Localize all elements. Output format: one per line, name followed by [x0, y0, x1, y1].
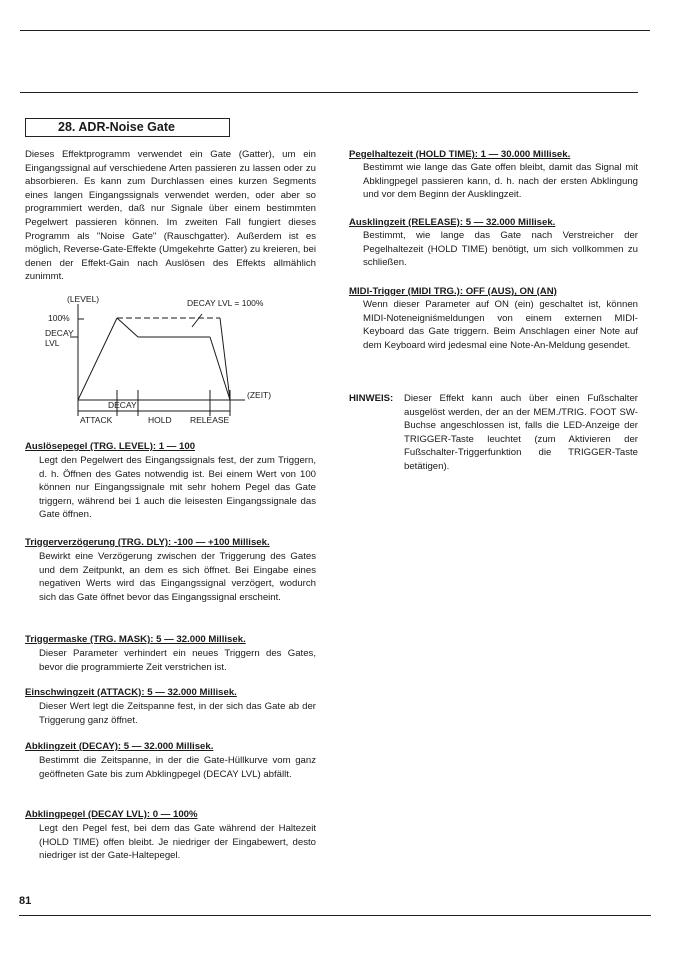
section-decay-body: Bestimmt die Zeitspanne, in der die Gate-Hüllkurve vom ganz geöffneten Gate bis zum Abklingpegel (DECAY LVL) abfällt.: [39, 755, 316, 780]
section-trg-mask-title: Triggermaske (TRG. MASK): 5 — 32.000 Millisek.: [25, 634, 246, 645]
section-trg-level-title: Auslösepegel (TRG. LEVEL): 1 — 100: [25, 441, 196, 452]
hinweis-text: Dieser Effekt kann auch über einen Fußschalter ausgelöst werden, der an der MEM./TRIG. FOOT SW-Buchse angeschlossen ist, falls die LED-Anzeige der TRIGGER-Taste leuchtet (zum Aktivieren der Fußschalter-Triggerfunktion die TRIGGER-Taste betätigen).: [404, 393, 638, 472]
diagram-decay-lvl-top: DECAY LVL = 100%: [187, 298, 264, 308]
section-trg-level-body: Legt den Pegelwert des Eingangssignals fest, der zum Triggern, d. h. Öffnen des Gates notwendig ist. Bei einem Wert von 100 können nur Eingangssignale mit sehr hohem Pegel das Gate triggern, während bei 1 auch die leisesten Eingangssignale das Gate öffnen.: [39, 455, 316, 521]
section-hold-time-title: Pegelhaltezeit (HOLD TIME): 1 — 30.000 Millisek.: [349, 149, 571, 160]
section-midi-trg-body: Wenn dieser Parameter auf ON (ein) geschaltet ist, können MIDI-Noteneigniśmeldungen von einem externen MIDI-Keyboard das Gate triggern. Beim Anschlagen einer Note auf dem Keyboard wird jedesmal eine Note-An-Meldung gesendet.: [363, 299, 638, 351]
envelope-diagram: [40, 290, 300, 430]
diagram-release-label: RELEASE: [190, 415, 230, 425]
section-trg-dly-body: Bewirkt eine Verzögerung zwischen der Triggerung des Gates und dem Zeitpunkt, an dem es sich öffnet. Bei Eingabe eines negativen Werts wird das Eingangssignal verzögert, wodurch sich das Gate öffnet bevor das Eingangssignal erscheint.: [39, 551, 316, 603]
diagram-zeit-label: (ZEIT): [247, 390, 272, 400]
diagram-lvl-label: LVL: [45, 338, 60, 348]
intro-paragraph: Dieses Effektprogramm verwendet ein Gate (Gatter), um ein Eingangssignal auf verschiedene Arten passieren zu lassen oder zu absorbieren. Es kann zum Durchlassen eines kurzen Segments eines langen Eingangssignals verwendet werden, oder aber so programmiert werden, daß nur Signale über einem bestimmten Pegelwert passieren können. Im zweiten Fall fungiert dieses Programm als "Noise Gate" (Rauschgatter). Außerdem ist es möglich, Reverse-Gate-Effekte (Umgekehrte Gatter) zu kreieren, bei denen der Effekt-Gain nach Auslösen des Effekts allmählich zunimmt.: [25, 149, 316, 283]
hinweis-label: HINWEIS:: [349, 393, 394, 404]
diagram-hold-label: HOLD: [148, 415, 172, 425]
diagram-level-label: (LEVEL): [67, 294, 100, 304]
section-trg-mask-body: Dieser Parameter verhindert ein neues Triggern des Gates, bevor die programmierte Zeit verstrichen ist.: [39, 648, 316, 673]
section-attack-body: Dieser Wert legt die Zeitspanne fest, in der sich das Gate ab der Triggerung ganz öffnet.: [39, 701, 316, 726]
header-rule: [20, 92, 638, 93]
section-decay-title: Abklingzeit (DECAY): 5 — 32.000 Millisek.: [25, 741, 214, 752]
diagram-lines: [70, 304, 245, 416]
section-title: 28. ADR-Noise Gate: [25, 118, 230, 137]
section-midi-trg-title: MIDI-Trigger (MIDI TRG.): OFF (AUS), ON (AN): [349, 286, 557, 297]
diagram-100-label: 100%: [48, 313, 70, 323]
footer-rule: [19, 915, 651, 916]
diagram-decay-label: DECAY: [45, 328, 74, 338]
section-attack-title: Einschwingzeit (ATTACK): 5 — 32.000 Millisek.: [25, 687, 237, 698]
section-release-title: Ausklingzeit (RELEASE): 5 — 32.000 Millisek.: [349, 217, 556, 228]
section-trg-dly-title: Triggerverzögerung (TRG. DLY): -100 — +100 Millisek.: [25, 537, 270, 548]
section-decay-lvl-body: Legt den Pegel fest, bei dem das Gate während der Haltezeit (HOLD TIME) offen bleibt. Je niedriger der Eingabewert, desto niedriger ist der Gate-Haltepegel.: [39, 823, 316, 862]
page-number: 81: [19, 895, 32, 907]
diagram-decay-bottom: DECAY: [108, 400, 137, 410]
section-hold-time-body: Bestimmt wie lange das Gate offen bleibt, damit das Signal mit Abklingpegel passieren kann, d. h. nach der ersten Abklingung und vor dem Beginn der Ausklingzeit.: [363, 162, 638, 201]
top-rule: [20, 30, 650, 31]
section-decay-lvl-title: Abklingpegel (DECAY LVL): 0 — 100%: [25, 809, 198, 820]
diagram-attack-label: ATTACK: [80, 415, 113, 425]
section-release-body: Bestimmt, wie lange das Gate nach Verstreicher der Pegelhaltezeit (HOLD TIME) benötigt, um sich vollkommen zu schließen.: [363, 230, 638, 269]
